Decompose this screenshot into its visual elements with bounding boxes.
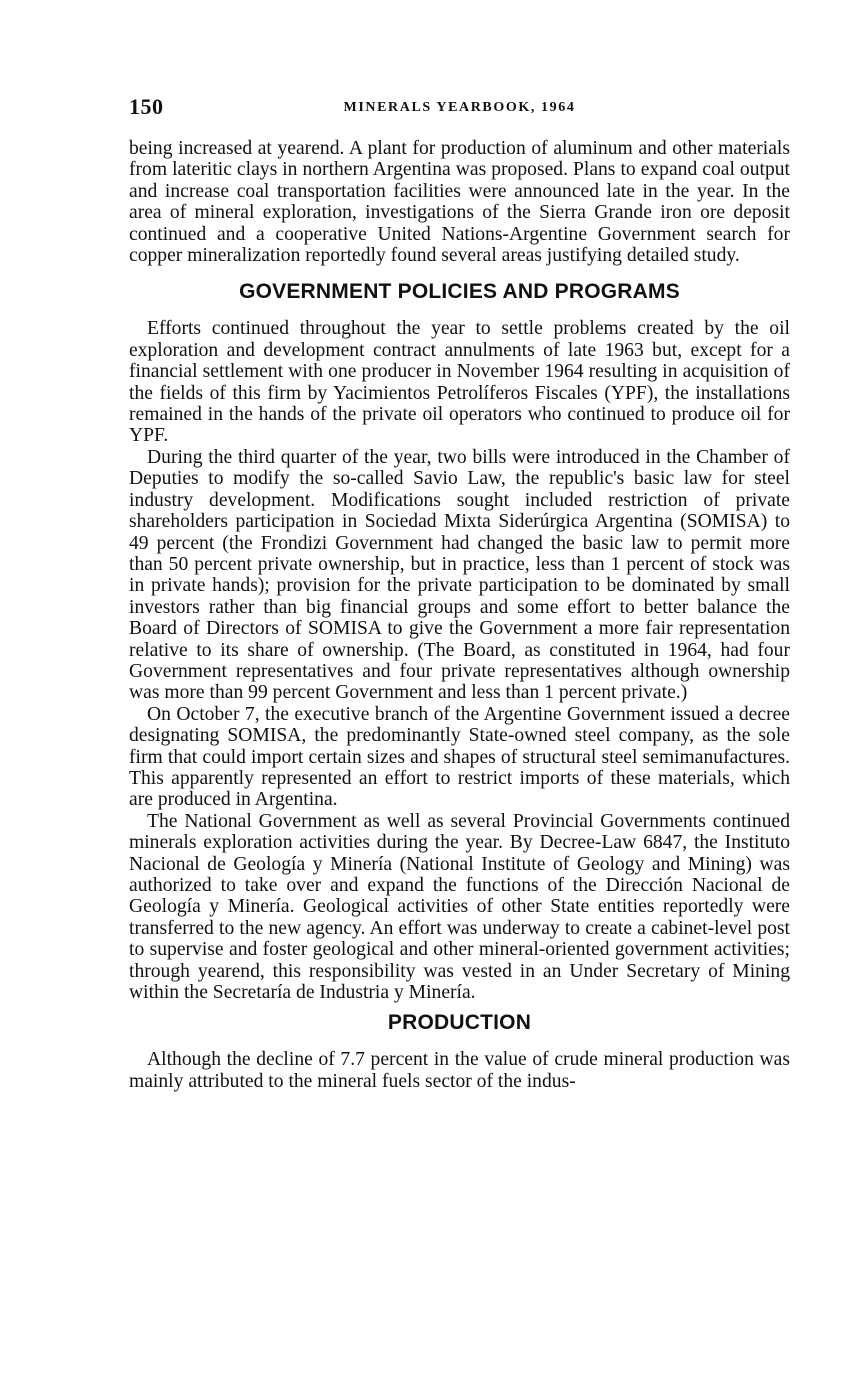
paragraph-savio-law: During the third quarter of the year, two bills were introduced in the Chamber of Deputies to modify the so-called Savio Law, the republic's basic law for steel industry development. Modifications sought included restriction of private shareholders participation in Sociedad Mixta Siderúrgica Argentina (SOMISA) to 49 percent (the Frondizi Government had changed the basic law to permit more than 50 percent private ownership, but in practice, less than 1 percent of stock was in private hands); provision for the private participation to be dominated by small investors rather than big financial groups and some effort to better balance the Board of Directors of SOMISA to give the Government a more fair representation relative to its share of ownership. (The Board, as constituted in 1964, had four Government representatives and four private representatives although ownership was more than 99 percent Government and less than 1 percent private.) xyxy=(129,446,790,704)
intro-paragraph: being increased at yearend. A plant for production of aluminum and other materials from lateritic clays in northern Argentina was proposed. Plans to expand coal output and increase coal transportation facilities were announced late in the year. In the area of mineral exploration, investigations of the Sierra Grande iron ore deposit continued and a cooperative United Nations-Argentine Government search for copper mineralization reportedly found several areas justifying detailed study. xyxy=(129,138,790,267)
paragraph-exploration-activities: The National Government as well as several Provincial Governments continued minerals exploration activities during the year. By Decree-Law 6847, the Instituto Nacional de Geología y Minería (National Institute of Geology and Mining) was authorized to take over and expand the functions of the Dirección Nacional de Geología y Minería. Geological activities of other State entities reportedly were transferred to the new agency. An effort was underway to create a cabinet-level post to supervise and foster geological and other mineral-oriented government activities; through yearend, this responsibility was vested in an Under Secretary of Mining within the Secretaría de Industria y Minería. xyxy=(129,810,790,1004)
document-page xyxy=(129,94,790,1092)
section-heading-government: GOVERNMENT POLICIES AND PROGRAMS xyxy=(239,280,680,304)
paragraph-somisa-decree: On October 7, the executive branch of the Argentine Government issued a decree designating SOMISA, the predominantly State-owned steel company, as the sole firm that could import certain sizes and shapes of structural steel semimanufactures. This apparently represented an effort to restrict imports of these materials, which are produced in Argentina. xyxy=(129,703,790,811)
running-header xyxy=(129,94,790,124)
page-number: 150 xyxy=(129,94,164,119)
running-title: MINERALS YEARBOOK, 1964 xyxy=(343,100,576,115)
section-heading-production: PRODUCTION xyxy=(387,1011,532,1035)
paragraph-oil-contracts: Efforts continued throughout the year to settle problems created by the oil exploration and development contract annulments of late 1963 but, except for a financial settlement with one producer in November 1964 resulting in acquisition of the fields of this firm by Yacimientos Petrolíferos Fiscales (YPF), the installations remained in the hands of the private oil operators who continued to produce oil for YPF. xyxy=(129,318,790,447)
paragraph-production-decline: Although the decline of 7.7 percent in the value of crude mineral production was mainly attributed to the mineral fuels sector of the indus- xyxy=(129,1049,790,1092)
